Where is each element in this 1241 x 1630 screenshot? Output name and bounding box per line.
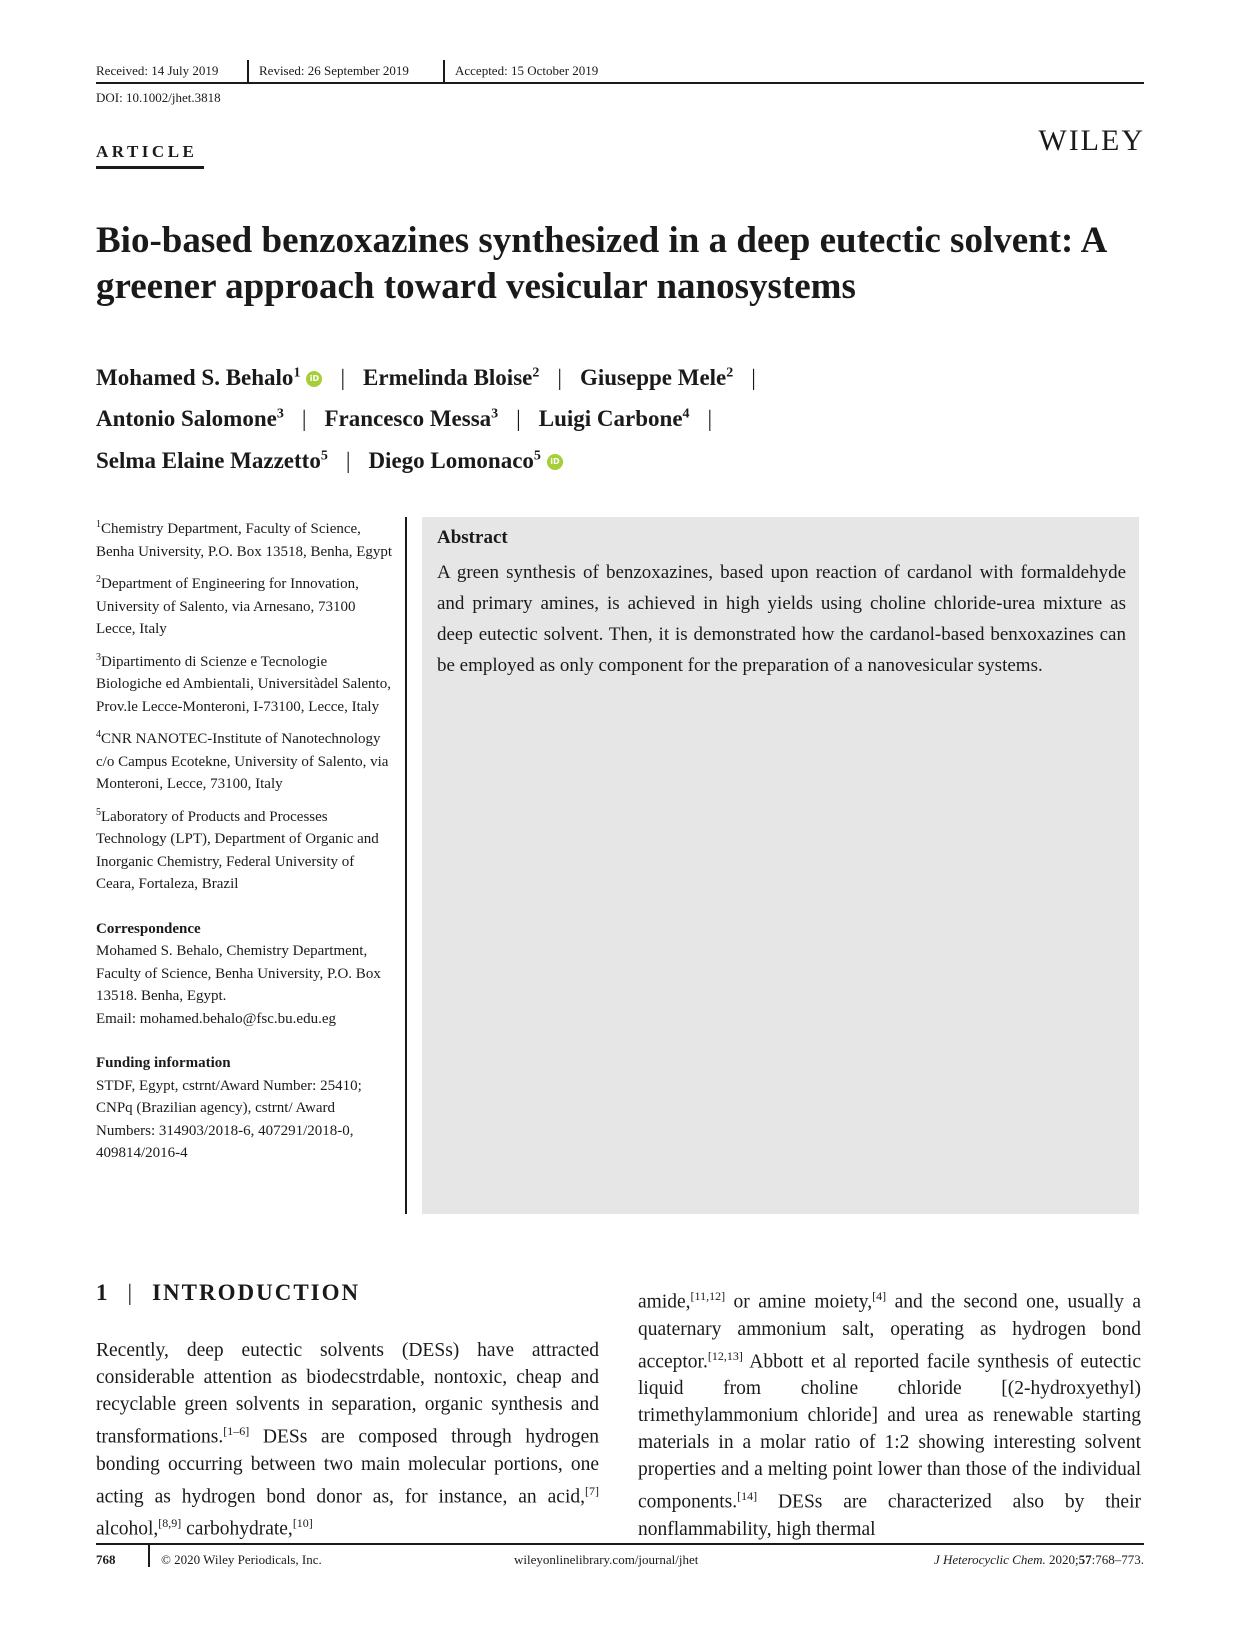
correspondence-heading: Correspondence — [96, 920, 201, 937]
citation-year: 2020; — [1045, 1552, 1079, 1567]
orcid-icon[interactable]: iD — [547, 454, 563, 470]
section-separator: | — [127, 1280, 135, 1305]
footer — [96, 1545, 1144, 1569]
citation-reference[interactable]: [1–6] — [223, 1424, 250, 1438]
author-separator: | — [751, 364, 756, 390]
sidebar — [96, 514, 396, 1165]
divider — [148, 1545, 150, 1567]
affiliation: $^4$CNR NANOTEC-Institute of Nanotechnology c/o Campus Ecotekne, University of Salento, via Monteroni, Lecce, 73100, Italy — [96, 729, 389, 792]
author-name: Mohamed S. Behalo$^1$ iD — [96, 365, 322, 390]
author-affiliation-number: 2 — [532, 365, 540, 380]
section-title: INTRODUCTION — [152, 1280, 361, 1305]
article-title: Bio-based benzoxazines synthesized in a deep eutectic solvent: A greener approach toward vesicular nanosystems — [96, 220, 1106, 307]
divider — [247, 60, 249, 82]
citation-pages: :768–773. — [1091, 1552, 1144, 1567]
correspondence-text: Mohamed S. Behalo, Chemistry Department, Faculty of Science, Benha University, P.O. Box 13518. Benha, Egypt. — [96, 943, 381, 1004]
author-affiliation-number: 1 — [293, 365, 301, 380]
author-affiliation-number: 4 — [682, 406, 690, 422]
author-name: Diego Lomonaco$^5$ iD — [368, 448, 562, 473]
abstract-box — [422, 517, 1139, 1214]
publisher-logo: WILEY — [1038, 124, 1145, 157]
affiliation: $^2$Department of Engineering for Innovation, University of Salento, via Arnesano, 73100 Lecce, Italy — [96, 574, 359, 637]
affiliation-number: 3 — [96, 651, 101, 663]
affiliation-number: 1 — [96, 519, 101, 530]
abstract-heading: Abstract — [437, 527, 508, 548]
author-separator: | — [557, 364, 562, 390]
article-label-underline — [96, 166, 204, 169]
funding-heading: Funding information — [96, 1055, 231, 1071]
received-date: Received: 14 July 2019 — [96, 63, 219, 78]
citation-reference[interactable]: [14] — [737, 1489, 758, 1503]
author-separator: | — [340, 364, 346, 390]
citation-volume: 57 — [1078, 1552, 1092, 1567]
affiliation: $^1$Chemistry Department, Faculty of Science, Benha University, P.O. Box 13518, Benha, Egypt — [96, 519, 393, 560]
section-number: 1 — [96, 1280, 110, 1305]
divider — [443, 60, 445, 82]
body-column-left: Recently, deep eutectic solvents (DESs) have attracted considerable attention as biodecstrdable, nontoxic, cheap and recyclable green solvents in separation, organic synthesis and transformations.[1–6] DESs are composed through hydrogen bonding occurring between two main molecular portions, one acting as hydrogen bond donor as, for instance, an acid,[7] alcohol,[8,9] carbohydrate,[10] — [96, 1340, 599, 1540]
author-name: Giuseppe Mele$^2$ — [579, 364, 734, 390]
affiliation-number: 2 — [96, 574, 101, 585]
revised-date: Revised: 26 September 2019 — [259, 63, 409, 78]
journal-name: J Heterocyclic Chem. — [933, 1552, 1046, 1567]
funding-text: STDF, Egypt, cstrnt/Award Number: 25410; CNPq (Brazilian agency), cstrnt/ Award Numbers: 314903/2018-6, 407291/2018-0, 409814/2016-4 — [96, 1077, 362, 1161]
orcid-icon[interactable]: iD — [306, 371, 322, 387]
article-type-label: ARTICLE — [96, 142, 198, 161]
author-name: Luigi Carbone$^4$ — [538, 406, 690, 432]
author-name: Ermelinda Bloise$^2$ — [363, 364, 540, 390]
author-separator: | — [707, 406, 713, 432]
citation-reference[interactable]: [7] — [585, 1483, 599, 1498]
author-affiliation-number: 2 — [726, 365, 734, 380]
citation-reference[interactable]: [11,12] — [690, 1289, 726, 1303]
author-separator: | — [345, 447, 351, 473]
affiliation: $^5$Laboratory of Products and Processes Technology (LPT), Department of Organic and Inorganic Chemistry, Federal University of Ceara, Fortaleza, Brazil — [96, 806, 379, 892]
author-name: Antonio Salomone$^3$ — [96, 406, 284, 432]
author-affiliation-number: 3 — [276, 406, 284, 422]
accepted-date: Accepted: 15 October 2019 — [455, 63, 599, 78]
page-number: 768 — [96, 1552, 116, 1567]
sidebar-divider — [405, 517, 407, 1214]
body-column-right: amide,[11,12] or amine moiety,[4] and the second one, usually a quaternary ammonium salt, operating as hydrogen bond acceptor.[12,13] Abbott et al reported facile synthesis of eutectic liquid from choline chloride [(2-hydroxyethyl) trimethylammonium chloride] and urea as renewable starting materials in a molar ratio of 1:2 showing interesting solvent properties and a melting point lower than those of the individual components.[14] DESs are characterized also by their nonflammability, high thermal — [638, 1289, 1142, 1540]
citation — [934, 1552, 1144, 1568]
journal-url[interactable]: wileyonlinelibrary.com/journal/jhet — [514, 1552, 699, 1567]
author-name: Selma Elaine Mazzetto$^5$ — [96, 447, 328, 473]
affiliations — [96, 514, 396, 896]
publication-dates — [96, 60, 1144, 82]
author-name: Francesco Messa$^3$ — [324, 406, 499, 432]
citation-reference[interactable]: [8,9] — [158, 1516, 182, 1530]
correspondence-email[interactable]: Email: mohamed.behalo@fsc.bu.edu.eg — [96, 1010, 336, 1027]
affiliation: $^3$Dipartimento di Scienze e Tecnologie Biologiche ed Ambientali, Universitàdel Salento, Prov.le Lecce-Monteroni, I-73100, Lecce, Italy — [96, 651, 391, 715]
citation-reference[interactable]: [10] — [292, 1516, 313, 1530]
author-separator: | — [301, 406, 307, 432]
author-affiliation-number: 3 — [491, 406, 499, 422]
doi: DOI: 10.1002/jhet.3818 — [96, 90, 221, 105]
section-heading — [96, 1280, 360, 1306]
abstract-text: A green synthesis of benzoxazines, based upon reaction of cardanol with formaldehyde and primary amines, is achieved in high yields using choline chloride-urea mixture as deep eutectic solvent. Then, it is demonstrated how the cardanol-based benxoxazines can be employed as only component for the preparation of a nanovesicular systems. — [437, 562, 1126, 676]
affiliation-number: 4 — [96, 729, 101, 740]
citation-reference[interactable]: [4] — [872, 1289, 887, 1303]
affiliation-number: 5 — [96, 806, 101, 818]
citation-reference[interactable]: [12,13] — [707, 1348, 743, 1363]
copyright: © 2020 Wiley Periodicals, Inc. — [161, 1552, 322, 1567]
header-rule — [96, 82, 1144, 84]
author-affiliation-number: 5 — [320, 448, 328, 464]
author-separator: | — [516, 406, 521, 432]
author-affiliation-number: 5 — [533, 448, 541, 464]
author-list — [96, 354, 1146, 479]
